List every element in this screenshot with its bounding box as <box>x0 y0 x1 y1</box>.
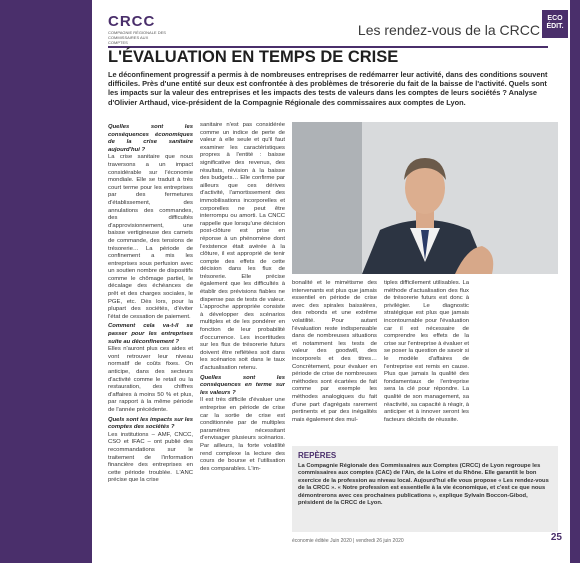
paragraph: sanitaire n'est pas considérée comme un indice de perte de valeur à elle seule et qu'il faut examiner les caractéristiques propres à l'entité : baisse significative des revenus, des résultats, révision à la baisse des budgets… Elle confirme par ailleurs que ces dérives d'activité, l'amortissement des immobilisations incorporelles et corporelles ne peut être interrompu ou amorti. La CNCC rappelle que lorsqu'une décision post-clôture est prise en réponse à un phénomène dont l'existence était avérée à la clôture, il est approprié de tenir compte des effets de cette décision dans les flux de trésorerie. Elle précise également que les difficultés à établir des prévisions fiables ne dispense pas de tests de valeur. L'approche appropriée consiste à développer des scénarios multiples et de les pondérer en fonction de leur probabilité d'occurrence. Les incertitudes sur les flux de trésorerie futurs doivent être reflétées soit dans les scénarios soit dans le taux d'actualisation retenu. <box>200 122 285 371</box>
article-title: L'ÉVALUATION EN TEMPS DE CRISE <box>108 48 399 66</box>
portrait-illustration <box>292 122 558 274</box>
paragraph: Il est très difficile d'évaluer une entreprise en période de crise car la sortie de crise est conditionnée par de multiples paramètres nécessitant d'envisager plusieurs scénarios. Par ailleurs, la forte volatilité rend complexe la lecture des cours de bourse et l'utilisation des comparables. L'im- <box>200 397 285 472</box>
question-heading: Comment cela va-t-il se passer pour les entreprises suite au déconfinement ? <box>108 323 193 345</box>
paragraph: tiples difficilement utilisables. La méthode d'actualisation des flux de trésorerie futurs est donc à privilégier. Le diagnostic stratégique est plus que jamais incontournable pour l'évaluation car il est nécessaire de comprendre les effets de la crise sur l'entreprise à évaluer et se poser la question de savoir si le modèle d'affaires de l'entreprise est remis en cause. Plus que jamais la qualité des fondamentaux de l'entreprise sera la clé pour répondre. La qualité de son management, sa réactivité, sa capacité à réagir, à anticiper et à innover seront les facteurs décisifs de réussite. <box>384 280 469 423</box>
magazine-page <box>92 0 570 563</box>
paragraph: Les institutions – AMF, CNCC, CSO et IFAC – ont publié des recommandations sur le traitement de l'information financière des entreprises en cette période troublée. L'ANC précise que la crise <box>108 431 193 484</box>
reperes-box <box>292 446 558 532</box>
logo-subtitle: COMPAGNIE RÉGIONALE DES COMMISSAIRES AUX COMPTES <box>108 30 166 45</box>
crcc-logo <box>108 14 168 44</box>
portrait-photo <box>292 122 558 274</box>
article-lede: Le déconfinement progressif a permis à de nombreuses entreprises de redémarrer leur activité, dans des conditions souvent difficiles. Près d'une entité sur deux est confrontée à des problèmes de trésorerie du fait de la baisse de l'activité. Quels sont les impacts sur la valeur des entreprises et les impacts des tests de valeurs dans les comptes de leurs sociétés ? Analyse d'Olivier Arthaud, vice-président de la Compagnie Régionale des commissaires aux comptes de Lyon. <box>108 70 548 107</box>
question-heading: Quelles sont les conséquences économiques de la crise sanitaire aujourd'hui ? <box>108 124 193 153</box>
page-footer: économie éditée Juin 2020 | vendredi 26 juin 2020 <box>292 538 404 544</box>
question-heading: Quelles sont les conséquences en terme sur les valeurs ? <box>200 374 285 396</box>
text-column-1 <box>108 122 193 532</box>
question-heading: Quels sont les impacts sur les comptes des sociétés ? <box>108 416 193 431</box>
paragraph: Elles n'auront plus ces aides et vont retrouver leur niveau normatif de coûts fixes. On anticipe, dans des secteurs d'activité comme le retail ou la restauration, des chiffres d'affaires à moins 50 % et plus, par rapport à la même période de l'année précédente. <box>108 346 193 413</box>
paragraph: La crise sanitaire que nous traversons a un impact considérable sur l'économie mondiale. Elle se traduit à très court terme pour les entreprises par des fermetures d'établissement, des annulations des commandes, des difficultés d'approvisionnement, une baisse vertigineuse des carnets de commande, des tensions de trésorerie… La période de confinement a mis les entreprises sous perfusion avec un soutien nombre de dispositifs comme le chômage partiel, le décalage des échéances de prêt et des charges sociales, le PGE, etc. Dès lors, pour la plupart des sociétés, d'éviter l'état de cessation de paiement. <box>108 154 193 320</box>
box-text: La Compagnie Régionale des Commissaires aux Comptes (CRCC) de Lyon regroupe les commissaires aux comptes (CAC) de l'Ain, de la Loire et du Rhône. Elle garantit le bon exercice de la profession au niveau local. Aujourd'hui elle vous propose « Les rendez-vous de la CRCC ». « Notre profession est essentielle à la vie économique, et c'est ce que nous démontrerons avec ces prochaines publications », explique Sylvain Boccon-Gibod, président de la CRCC de Lyon. <box>298 463 549 507</box>
box-title: REPÈRES <box>298 451 337 460</box>
page-header <box>92 8 570 48</box>
section-title: Les rendez-vous de la CRCC <box>357 22 540 38</box>
paragraph: bonalité et le mimétisme des intervenants est plus que jamais essentiel en période de crise avec des spirales baissières, des rebonds et une extrême volatilité. Pour autant l'évaluation reste indispensable dans de nombreuses situations et notamment les tests de valeur des goodwill, des incorporels et des titres… Concrètement, pour évaluer en période de crise de nombreuses méthodes sont écartées de fait comme par exemple les méthodes analogiques du fait d'une part d'agrégats rarement pertinents et par des inégalités mais également des mul- <box>292 280 377 423</box>
right-color-band <box>570 0 580 563</box>
page-number: 25 <box>550 532 562 543</box>
logo-text: CRCC <box>108 13 156 30</box>
text-column-4 <box>384 280 469 440</box>
text-column-3 <box>292 280 377 440</box>
left-color-band <box>0 0 92 563</box>
text-column-2 <box>200 122 285 532</box>
eco-badge: ECO ÉDIT. <box>542 10 568 38</box>
